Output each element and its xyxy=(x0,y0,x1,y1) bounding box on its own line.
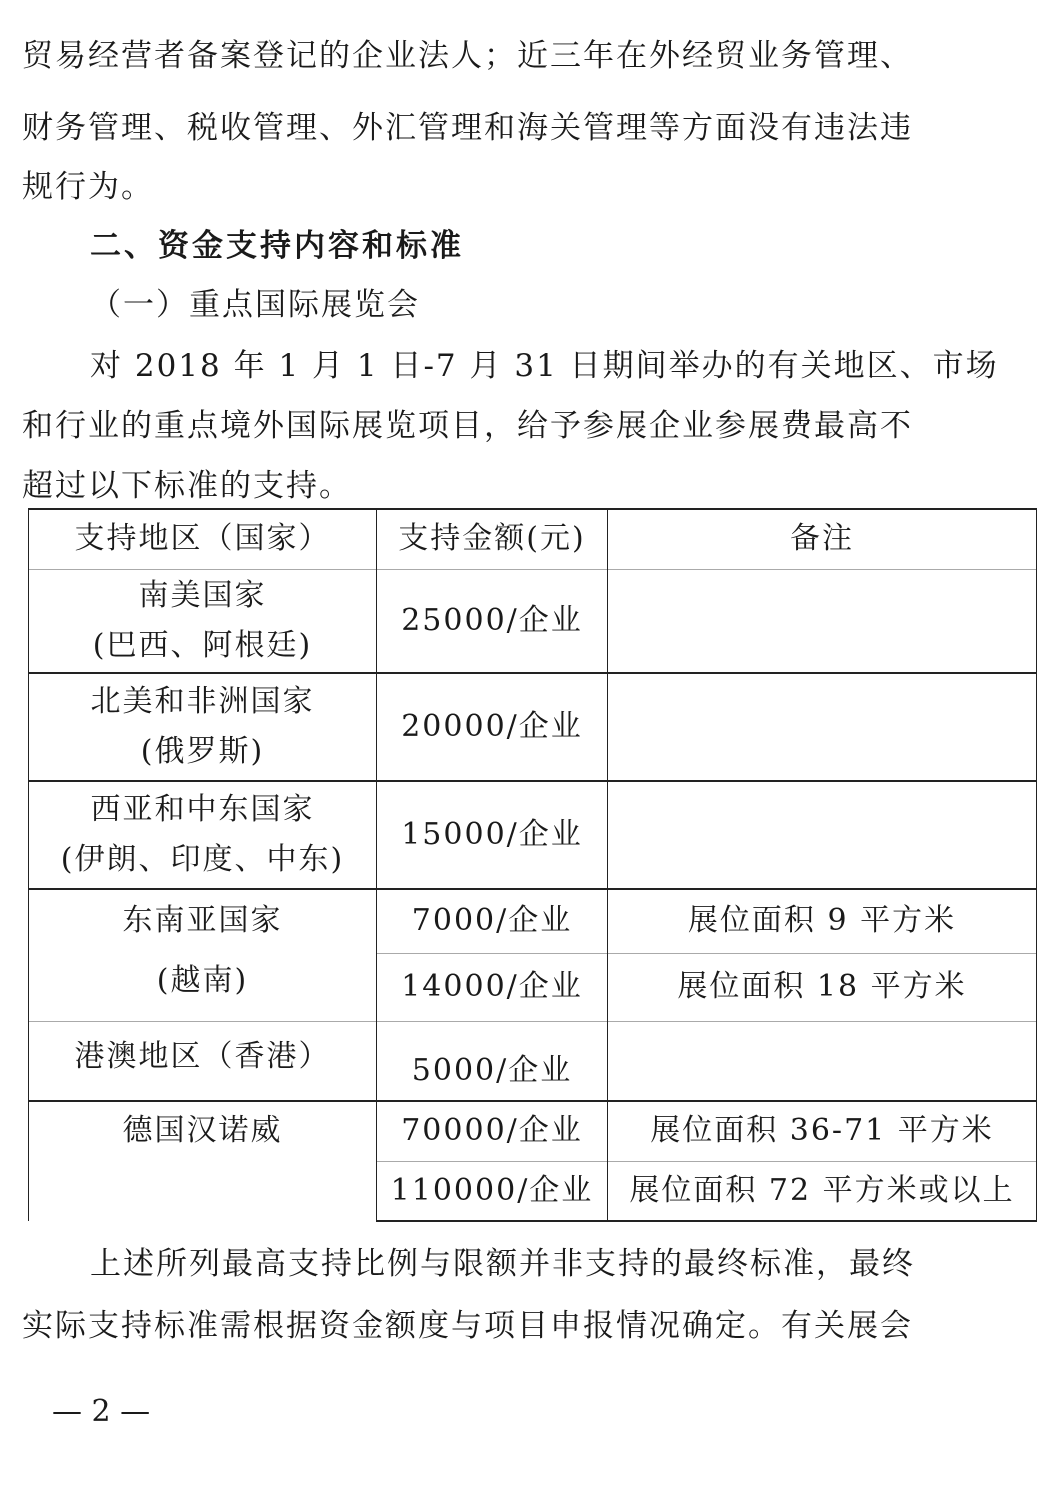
region-cell xyxy=(29,781,377,889)
region-countries: (越南) xyxy=(156,963,249,998)
paragraph-line: 规行为。 xyxy=(22,169,154,205)
amount-cell: 15000/企业 xyxy=(377,781,608,889)
note-cell: 展位面积 18 平方米 xyxy=(608,953,1037,1021)
region-name: 南美国家 xyxy=(138,577,267,613)
amount-cell: 25000/企业 xyxy=(377,569,608,673)
sub-heading: （一）重点国际展览会 xyxy=(90,287,420,323)
region-name: 北美和非洲国家 xyxy=(90,684,315,719)
note-cell xyxy=(608,781,1037,889)
note-cell: 展位面积 9 平方米 xyxy=(608,889,1037,953)
paragraph-line: 对 2018 年 1 月 1 日-7 月 31 日期间举办的有关地区、市场 xyxy=(90,348,999,384)
support-table xyxy=(28,508,1037,1222)
table-row xyxy=(29,1101,1037,1161)
region-cell xyxy=(29,1101,377,1221)
paragraph-line: 财务管理、税收管理、外汇管理和海关管理等方面没有违法违 xyxy=(22,110,913,146)
paragraph-line: 超过以下标准的支持。 xyxy=(22,468,352,504)
amount-cell: 7000/企业 xyxy=(377,889,608,953)
table-header-row xyxy=(29,509,1037,569)
paragraph-line: 上述所列最高支持比例与限额并非支持的最终标准，最终 xyxy=(90,1246,915,1282)
note-cell: 展位面积 72 平方米或以上 xyxy=(608,1161,1037,1221)
section-heading: 二、资金支持内容和标准 xyxy=(90,228,464,264)
region-cell xyxy=(29,1021,377,1101)
region-name: 港澳地区（香港） xyxy=(74,1038,331,1074)
amount-cell: 70000/企业 xyxy=(377,1101,608,1161)
region-cell xyxy=(29,889,377,1021)
amount-cell: 5000/企业 xyxy=(377,1021,608,1101)
table-row xyxy=(29,1021,1037,1101)
region-countries: (俄罗斯) xyxy=(140,734,265,769)
paragraph-line: 实际支持标准需根据资金额度与项目申报情况确定。有关展会 xyxy=(22,1308,913,1344)
page-number: — 2 — xyxy=(52,1394,151,1429)
region-countries: (巴西、阿根廷) xyxy=(92,627,313,663)
note-cell: 展位面积 36-71 平方米 xyxy=(608,1101,1037,1161)
paragraph-line: 贸易经营者备案登记的企业法人；近三年在外经贸业务管理、 xyxy=(22,38,913,74)
table-row xyxy=(29,889,1037,953)
header-amount: 支持金额(元) xyxy=(377,509,608,569)
amount-cell: 14000/企业 xyxy=(377,953,608,1021)
table-row xyxy=(29,781,1037,889)
note-cell xyxy=(608,569,1037,673)
region-name: 东南亚国家 xyxy=(122,903,283,938)
region-cell xyxy=(29,673,377,781)
table-row xyxy=(29,673,1037,781)
amount-cell: 110000/企业 xyxy=(377,1161,608,1221)
note-cell xyxy=(608,1021,1037,1101)
header-region: 支持地区（国家） xyxy=(29,509,377,569)
region-name: 德国汉诺威 xyxy=(122,1113,283,1148)
amount-cell: 20000/企业 xyxy=(377,673,608,781)
region-countries: (伊朗、印度、中东) xyxy=(60,842,345,877)
paragraph-line: 和行业的重点境外国际展览项目，给予参展企业参展费最高不 xyxy=(22,408,913,444)
header-note: 备注 xyxy=(608,509,1037,569)
region-cell xyxy=(29,569,377,673)
region-name: 西亚和中东国家 xyxy=(90,792,315,827)
table-row xyxy=(29,569,1037,673)
note-cell xyxy=(608,673,1037,781)
